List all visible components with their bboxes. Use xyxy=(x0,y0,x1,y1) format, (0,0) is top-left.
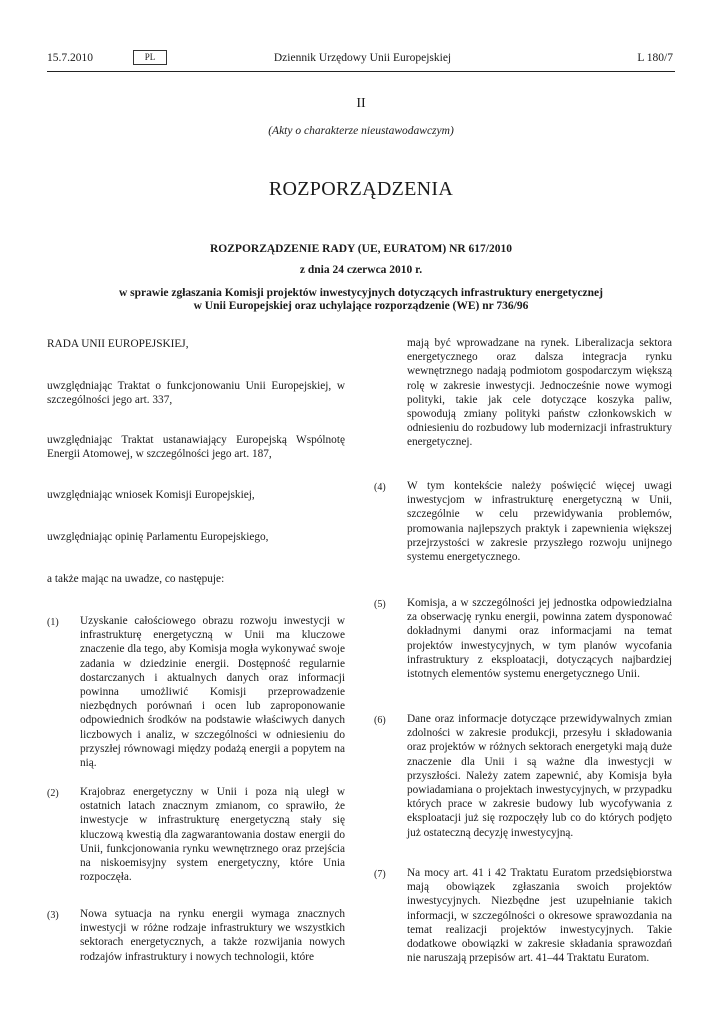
recital-number: (1) xyxy=(47,617,59,628)
recital-number: (7) xyxy=(374,869,386,880)
regulation-subject-line-1: w sprawie zgłaszania Komisji projektów inwestycyjnych dotyczących infrastruktury energetycznej xyxy=(119,287,603,299)
preamble-council: RADA UNII EUROPEJSKIEJ, xyxy=(47,338,189,350)
section-number: II xyxy=(356,96,366,111)
header-divider xyxy=(47,71,675,72)
publication-date: 15.7.2010 xyxy=(47,52,93,64)
recital-number: (4) xyxy=(374,482,386,493)
preamble-euratom: uwzględniając Traktat ustanawiający Europejską Wspólnotę Energii Atomowej, w szczególności jego art. 187, xyxy=(47,434,345,461)
regulation-subject-line-2: w Unii Europejskiej oraz uchylające rozporządzenie (WE) nr 736/96 xyxy=(193,300,529,312)
recital-number: (3) xyxy=(47,910,59,921)
section-heading: ROZPORZĄDZENIA xyxy=(268,178,454,200)
recital-number: (5) xyxy=(374,599,386,610)
preamble-proposal: uwzględniając wniosek Komisji Europejskiej, xyxy=(47,489,255,501)
recital-text: Uzyskanie całościowego obrazu rozwoju inwestycji w infrastrukturę energetyczną w Unii ma kluczowe znaczenie dla tego, aby Komisja mogła wykonywać swoje zadania w dziedzinie energii. Dostępność regularnie dostarczanych i aktualnych danych oraz informacji powinna umożliwić Komisji przeprowadzenie niezbędnych porównań i ocen lub zaproponowanie odpowiednich środków na podstawie właściwych danych liczbowych i analiz, w szczególności w odniesieniu do przyszłej równowagi między podażą energii a popytem na nią. xyxy=(80,615,345,770)
recital-text: Dane oraz informacje dotyczące przewidywalnych zmian zdolności w zakresie produkcji, przesyłu i składowania oraz projektów w różnych sektorach energetyki mają duże znaczenie dla Unii i są ważne dla inwestycji w przyszłości. Należy zatem zapewnić, aby Komisja była powiadamiana o projektach inwestycyjnych, w przypadku których prace w zakresie budowy lub wycofywania z eksploatacji już się rozpoczęły lub co do których podjęto już ostateczną decyzję inwestycyjną. xyxy=(407,713,672,839)
preamble-whereas: a także mając na uwadze, co następuje: xyxy=(47,573,225,585)
page-reference: L 180/7 xyxy=(637,52,673,64)
recital-text: Nowa sytuacja na rynku energii wymaga znacznych inwestycji w różne rodzaje infrastruktury we wszystkich sektorach energetycznych, a także rozwijania nowych rodzajów infrastruktury i nowych technologii, które xyxy=(80,908,345,963)
regulation-date: z dnia 24 czerwca 2010 r. xyxy=(299,264,423,276)
recital-text: Komisja, a w szczególności jej jednostka odpowiedzialna za obserwację rynku energii, powinna zatem dysponować dokładnymi danymi oraz informacjami na temat projektów inwestycyjnych, w tym planów wycofania infrastruktury z eksploatacji, dotyczących najbardziej istotnych elementów systemu energetycznego Unii. xyxy=(407,597,672,681)
recital-number: (2) xyxy=(47,788,59,799)
recital-text: Krajobraz energetyczny w Unii i poza nią uległ w ostatnich latach znacznym zmianom, co sprawiło, że inwestycje w infrastrukturę energetyczną stały się kluczową kwestią dla zagwarantowania dostaw energii do Unii, funkcjonowania rynku wewnętrznego oraz przejścia na niskoemisyjny system energetyczny, które Unia rozpoczęła. xyxy=(80,786,345,884)
preamble-parliament: uwzględniając opinię Parlamentu Europejskiego, xyxy=(47,531,269,543)
recital-number: (6) xyxy=(374,715,386,726)
recital-text: Na mocy art. 41 i 42 Traktatu Euratom przedsiębiorstwa mają obowiązek zgłaszania swoich projektów inwestycyjnych. Niezbędne jest uzupełnianie takich informacji, w szczególności o okresowe sprawozdania na temat realizacji projektów inwestycyjnych. Takie dodatkowe obowiązki w zakresie składania sprawozdań nie naruszają przepisów art. 41–44 Traktatu Euratom. xyxy=(407,867,672,965)
section-subtitle: (Akty o charakterze nieustawodawczym) xyxy=(268,125,454,137)
regulation-title: ROZPORZĄDZENIE RADY (UE, EURATOM) NR 617/2010 xyxy=(210,243,512,255)
preamble-tfeu: uwzględniając Traktat o funkcjonowaniu Unii Europejskiej, w szczególności jego art. 337, xyxy=(47,380,345,407)
recital-text-continued: mają być wprowadzane na rynek. Liberalizacja sektora energetycznego oraz dalsza integracja rynku wewnętrznego nadają podmiotom gospodarczym większą rolę w zakresie inwestycji. Jednocześnie nowe wymogi polityki, takie jak cele dotyczące koszyka paliw, spowodują zmiany polityki państw członkowskich w odniesieniu do rozbudowy lub modernizacji infrastruktury energetycznej. xyxy=(407,337,672,449)
recital-text: W tym kontekście należy poświęcić więcej uwagi inwestycjom w infrastrukturę energetyczną w Unii, szczególnie w celu przewidywania problemów, promowania najlepszych praktyk i zapewnienia większej przejrzystości w zakresie przyszłego rozwoju unijnego systemu energetycznego. xyxy=(407,480,672,564)
journal-title: Dziennik Urzędowy Unii Europejskiej xyxy=(273,52,452,64)
language-badge: PL xyxy=(133,50,167,65)
